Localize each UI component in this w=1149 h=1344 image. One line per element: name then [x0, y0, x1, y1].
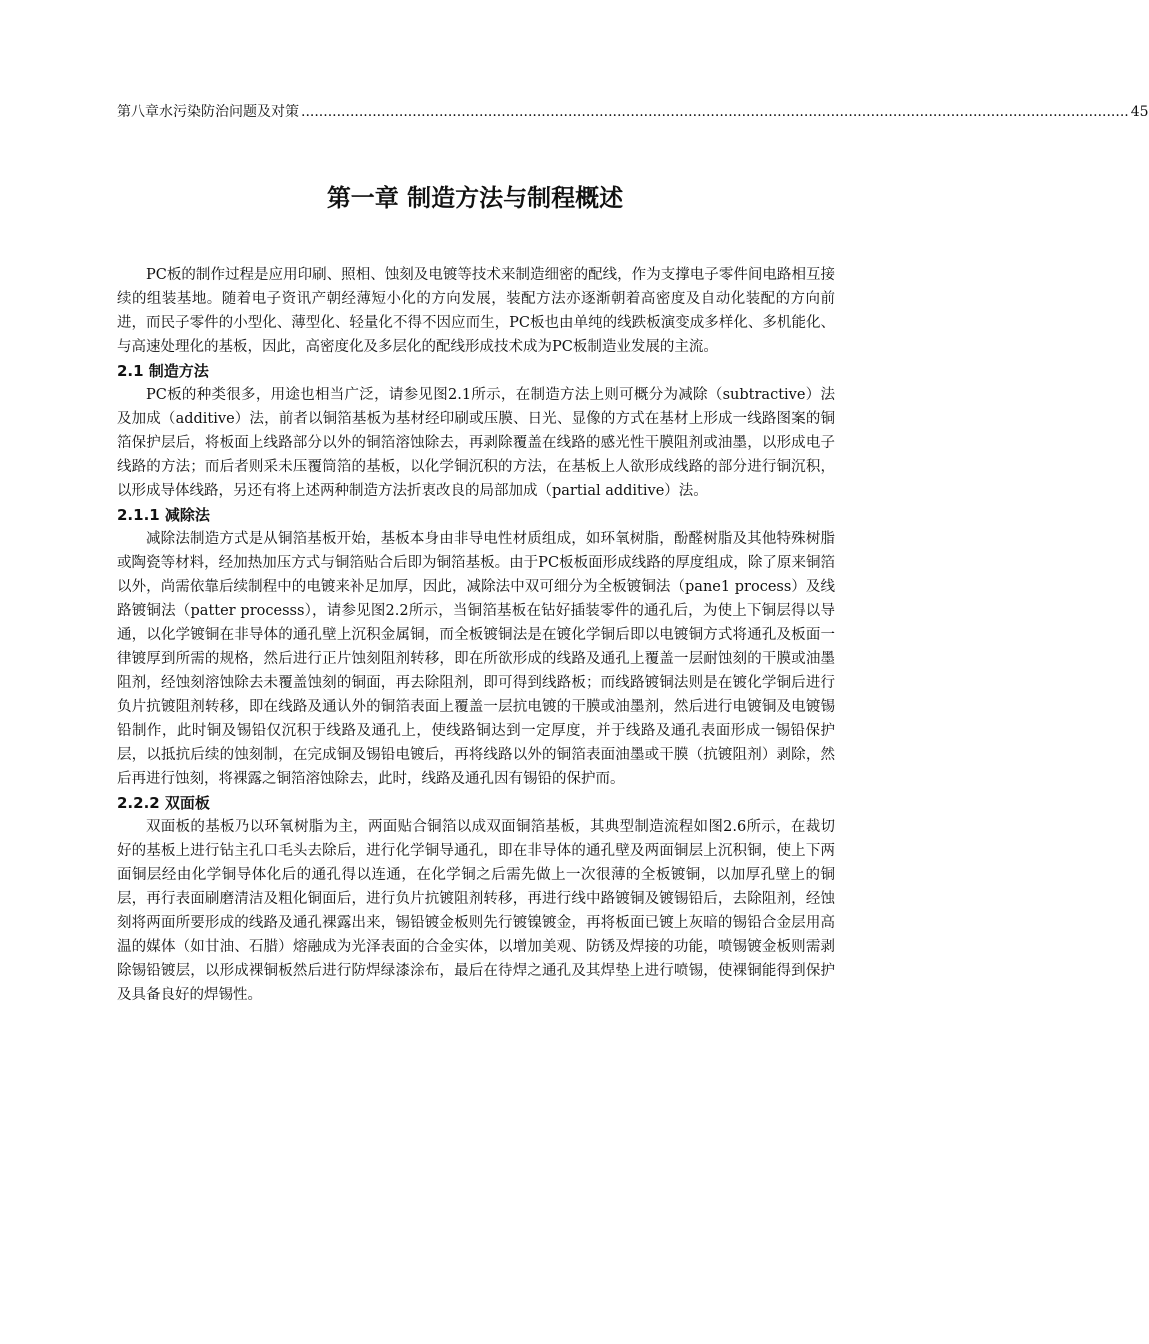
chapter-title: 第一章 制造方法与制程概述 [326, 184, 624, 212]
intro-paragraph: PC板的制作过程是应用印刷、照相、蚀刻及电镀等技术来制造细密的配线，作为支撑电子零件间电路相互接续的组装基地。随着电子资讯产朝经薄短小化的方向发展，装配方法亦逐渐朝着高密度及自动化装配的方向前进，而民子零件的小型化、薄型化、轻量化不得不因应而生，PC板也由单纯的线跌板演变成多样化、多机能化、与高速处理化的基板，因此，高密度化及多层化的配线形成技术成为PC板制造业发展的主流。 [117, 267, 835, 355]
section-heading-2-1-1: 2.1.1 减除法 [117, 506, 210, 524]
toc-entry[interactable] [117, 102, 1149, 122]
section-heading-2-2-2: 2.2.2 双面板 [117, 794, 210, 812]
section-heading-2-1: 2.1 制造方法 [117, 362, 209, 380]
section-paragraph-2-1-1: 减除法制造方式是从铜箔基板开始，基板本身由非导电性材质组成，如环氧树脂，酚醛树脂及其他特殊树脂或陶瓷等材料，经加热加压方式与铜箔贴合后即为铜箔基板。由于PC板板面形成线路的厚度组成，除了原来铜箔以外，尚需依靠后续制程中的电镀来补足加厚，因此，减除法中双可细分为全板镀铜法（pane1 process）及线路镀铜法（patter processs），请参见图2.2所示，当铜箔基板在钻好插装零件的通孔后，为使上下铜层得以导通，以化学镀铜在非导体的通孔壁上沉积金属铜，而全板镀铜法是在镀化学铜后即以电镀铜方式将通孔及板面一律镀厚到所需的规格，然后进行正片蚀刻阻剂转移，即在所欲形成的线路及通孔上覆盖一层耐蚀刻的干膜或油墨阻剂，经蚀刻溶蚀除去未覆盖蚀刻的铜面，再去除阻剂，即可得到线路板；而线路镀铜法则是在镀化学铜后进行负片抗镀阻剂转移，即在线路及通认外的铜箔表面上覆盖一层抗电镀的干膜或油墨剂，然后进行电镀铜及电镀锡铅制作，此时铜及锡铅仅沉积于线路及通孔上，使线路铜达到一定厚度，并于线路及通孔表面形成一锡铅保护层，以抵抗后续的蚀刻制，在完成铜及锡铅电镀后，再将线路以外的铜箔表面油墨或干膜（抗镀阻剂）剥除，然后再进行蚀刻，将裸露之铜箔溶蚀除去，此时，线路及通孔因有锡铅的保护而。 [117, 531, 835, 787]
section-paragraph-2-1: PC板的种类很多，用途也相当广泛，请参见图2.1所示，在制造方法上则可概分为减除（subtractive）法及加成（additive）法，前者以铜箔基板为基材经印刷或压膜、日光、显像的方式在基材上形成一线路图案的铜箔保护层后，将板面上线路部分以外的铜箔溶蚀除去，再剥除覆盖在线路的感光性干膜阻剂或油墨，以形成电子线路的方法；而后者则采未压覆筒箔的基板，以化学铜沉积的方法，在基板上人欲形成线路的部分进行铜沉积，以形成导体线路，另还有将上述两种制造方法折衷改良的局部加成（partial additive）法。 [117, 387, 835, 499]
toc-chapter-title: 水污染防治问题及对策 [159, 104, 299, 120]
document-body [117, 263, 835, 1007]
toc-page-number: 45 [1130, 104, 1149, 120]
toc-leader-dots: .......................................................................................................................................................................................... [301, 104, 1129, 120]
section-paragraph-2-2-2: 双面板的基板乃以环氧树脂为主，两面贴合铜箔以成双面铜箔基板，其典型制造流程如图2.6所示，在裁切好的基板上进行钻主孔口毛头去除后，进行化学铜导通孔，即在非导体的通孔壁及两面铜层上沉积铜，使上下两面铜层经由化学铜导体化后的通孔得以连通，在化学铜之后需先做上一次很薄的全板镀铜，以加厚孔壁上的铜层，再行表面刷磨清洁及粗化铜面后，进行负片抗镀阻剂转移，再进行线中路镀铜及镀锡铅后，去除阻剂，经蚀刻将两面所要形成的线路及通孔裸露出来，锡铅镀金板则先行镀镍镀金，再将板面已镀上灰暗的锡铅合金层用高温的媒体（如甘油、石腊）熔融成为光泽表面的合金实体，以增加美观、防锈及焊接的功能，喷锡镀金板则需剥除锡铅镀层，以形成裸铜板然后进行防焊绿漆涂布，最后在待焊之通孔及其焊垫上进行喷锡，使裸铜能得到保护及具备良好的焊锡性。 [117, 819, 835, 1003]
toc-chapter-label: 第八章 [117, 104, 159, 120]
